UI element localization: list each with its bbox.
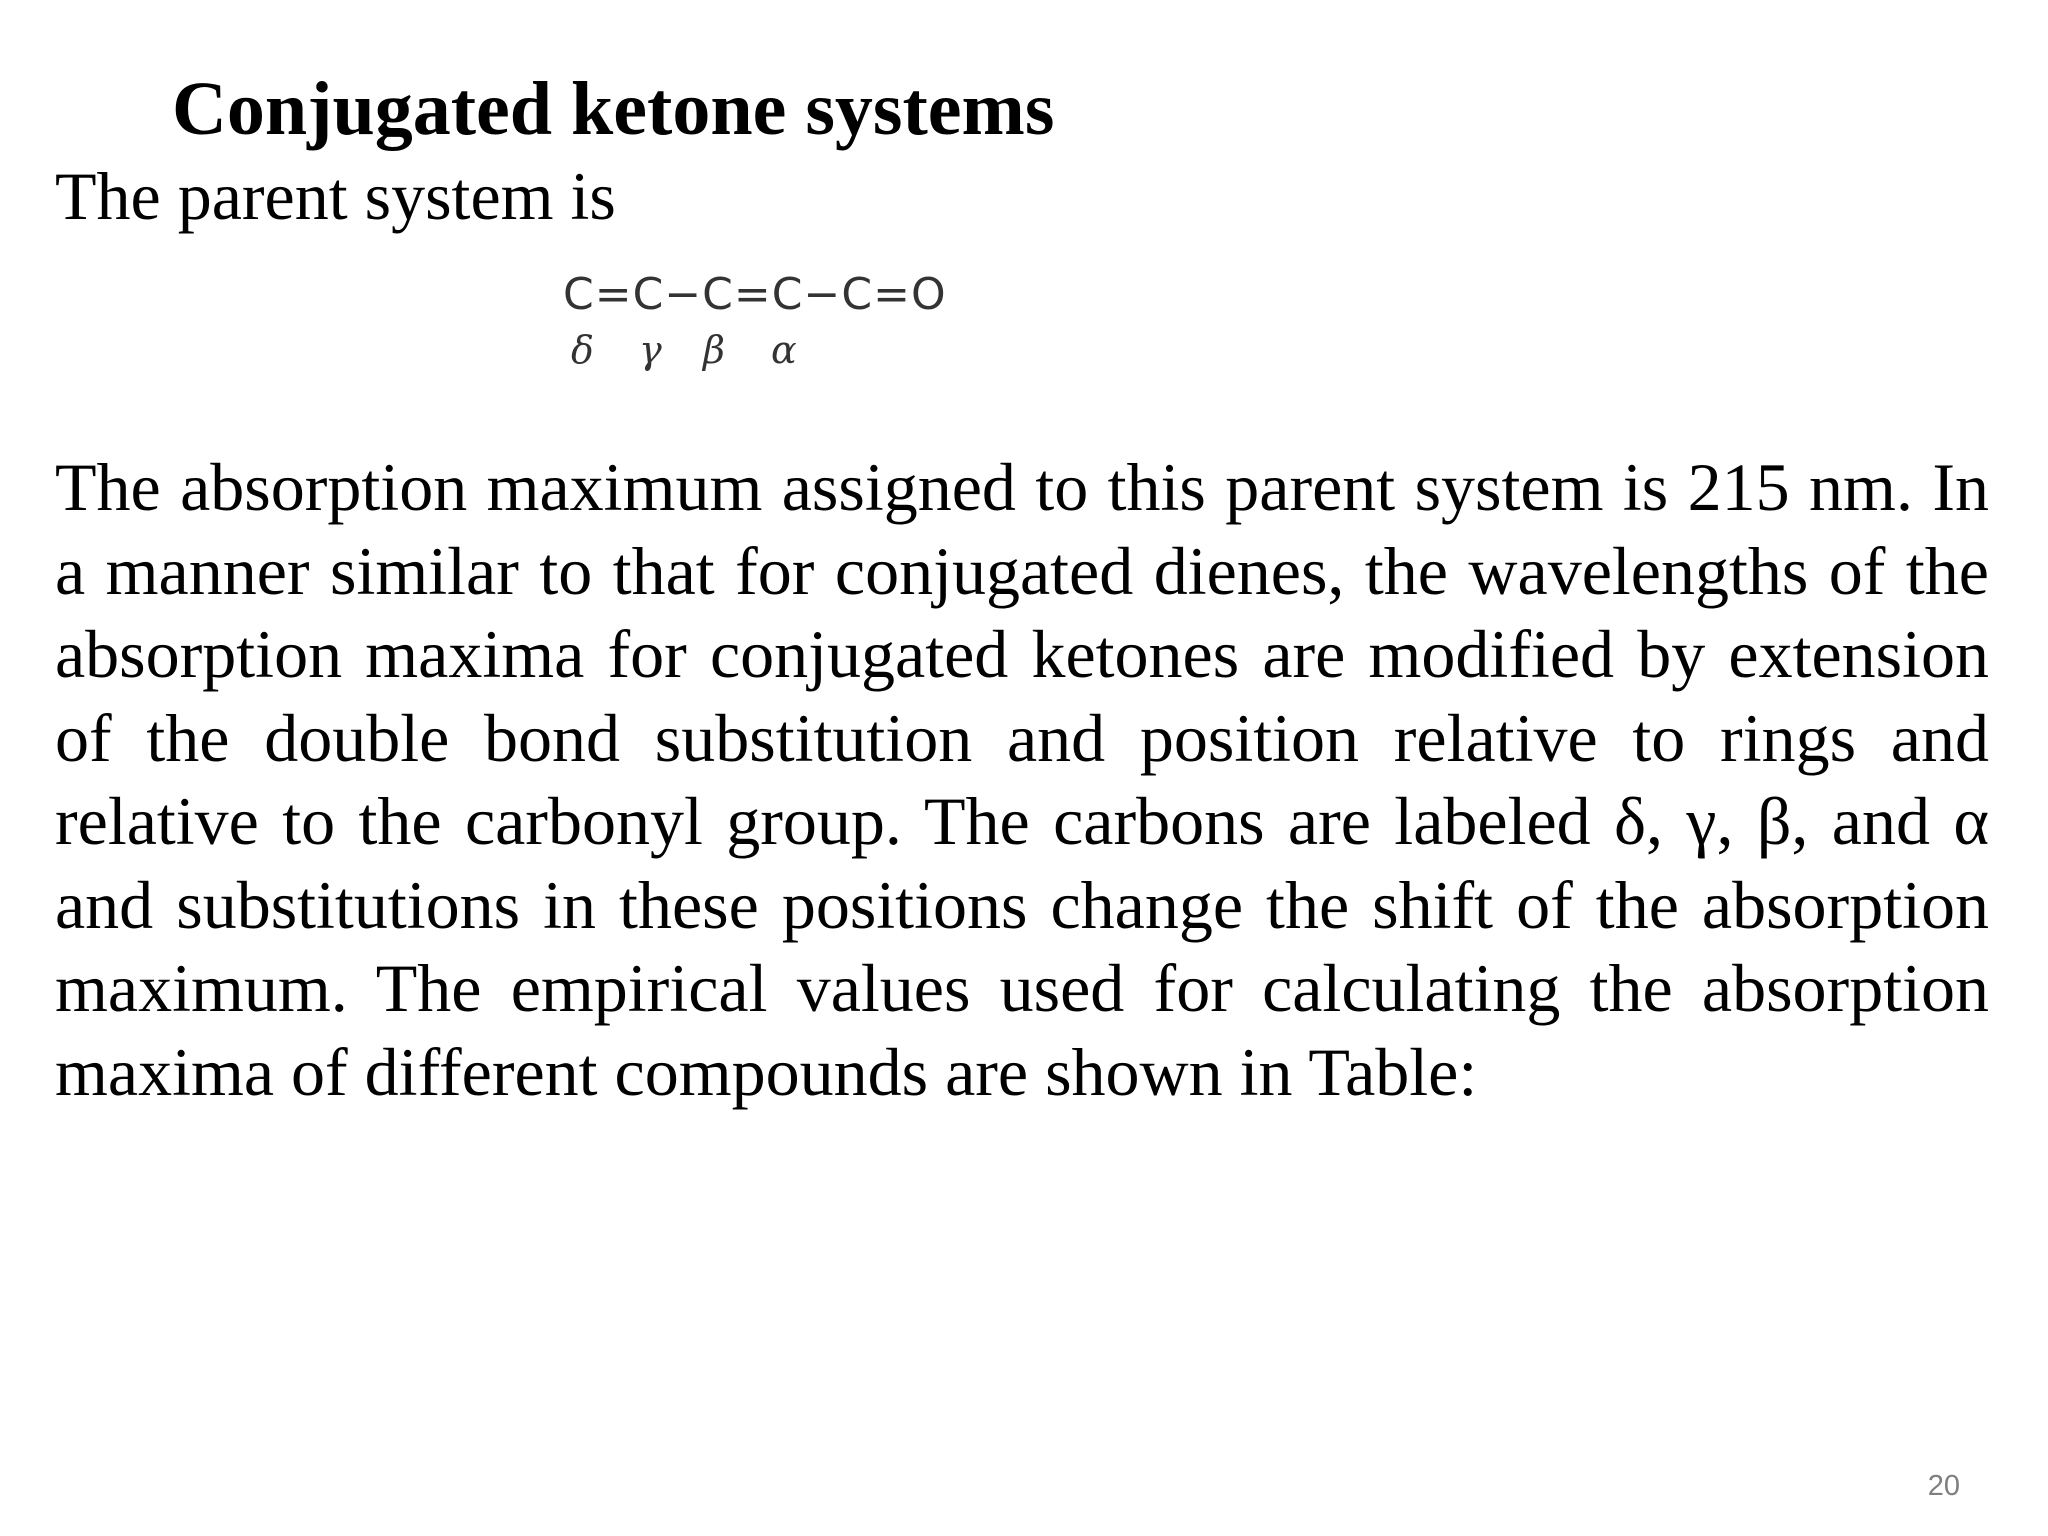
label-delta: δ bbox=[571, 328, 594, 372]
formula-chain: C=C−C=C−C=O bbox=[563, 269, 947, 320]
parent-system-formula bbox=[563, 268, 993, 388]
slide-title: Conjugated ketone systems bbox=[172, 67, 1055, 151]
label-alpha: α bbox=[771, 328, 797, 372]
intro-text: The parent system is bbox=[55, 158, 616, 234]
formula-labels bbox=[563, 322, 993, 382]
label-gamma: γ bbox=[639, 328, 662, 372]
body-paragraph: The absorption maximum assigned to this parent system is 215 nm. In a manner similar to that for conjugated dienes, the wavelengths of the absorption maxima for conjugated ketones are modified by extension of the double bond substitution and position relative to rings and relative to the carbonyl group. The carbons are labeled δ, γ, β, and α and substitutions in these positions change the shift of the absorption maximum. The empirical values used for calculating the absorption maxima of different compounds are shown in Table: bbox=[55, 449, 1989, 1110]
page-number: 20 bbox=[1927, 1470, 1960, 1502]
label-beta: β bbox=[703, 328, 725, 372]
